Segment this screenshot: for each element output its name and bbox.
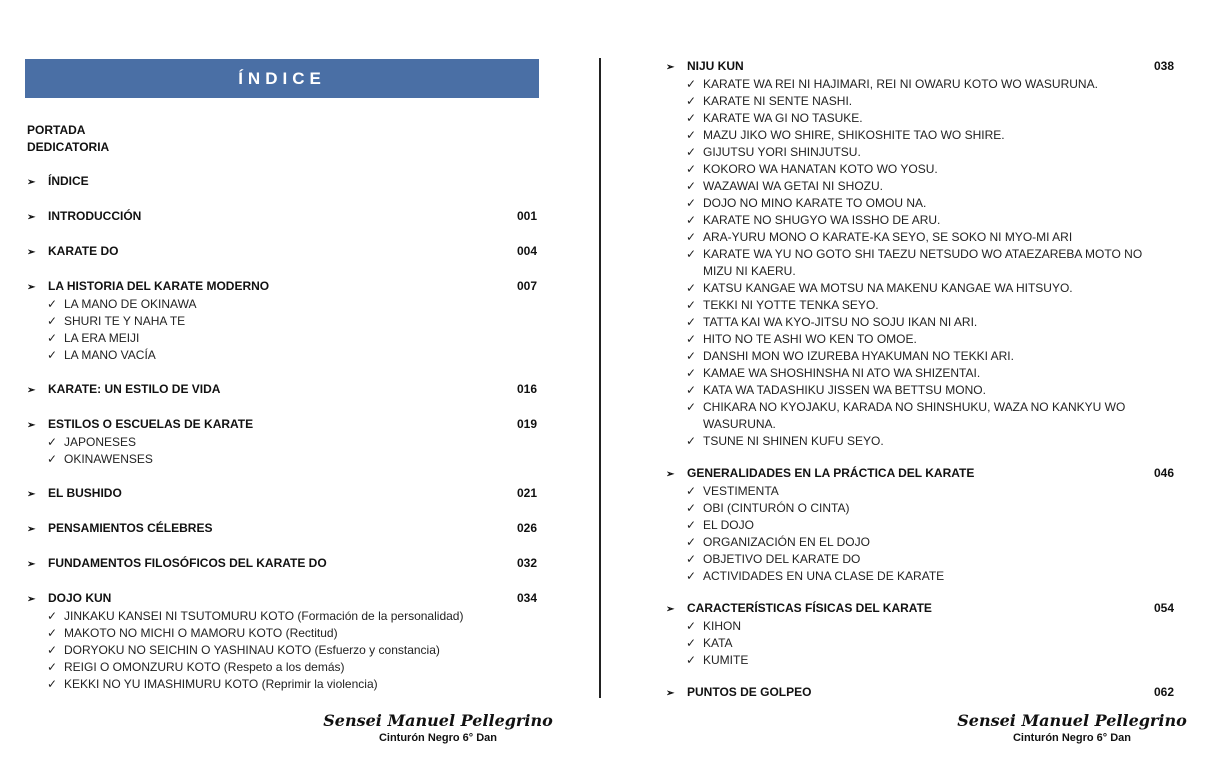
toc-subitem-text: KATA (703, 636, 733, 650)
toc-subitem-text: LA MANO DE OKINAWA (64, 297, 197, 311)
toc-entry-heading (27, 208, 537, 226)
checkmark-icon: ✓ (686, 162, 697, 176)
signature-rank: Cinturón Negro 6° Dan (1012, 732, 1132, 744)
toc-subitem-text: KARATE NO SHUGYO WA ISSHO DE ARU. (703, 213, 941, 227)
toc-subitem (686, 331, 1174, 348)
toc-subitem-list (666, 76, 1174, 450)
index-title: ÍNDICE (238, 68, 326, 88)
toc-subitem-text: MAZU JIKO WO SHIRE, SHIKOSHITE TAO WO SHIRE. (703, 128, 1005, 142)
toc-subitem (686, 483, 1174, 500)
toc-entry-heading (27, 590, 537, 608)
toc-entry-page: 062 (1153, 685, 1174, 699)
arrowhead-bullet-icon: ➢ (27, 385, 36, 396)
toc-subitem (686, 297, 1174, 314)
toc-entry-heading (27, 278, 537, 296)
arrowhead-bullet-icon: ➢ (27, 594, 36, 605)
toc-entry-title: EL BUSHIDO (48, 486, 122, 500)
arrowhead-bullet-icon: ➢ (27, 420, 36, 431)
toc-subitem (686, 161, 1174, 178)
toc-entry-title: KARATE DO (48, 244, 119, 258)
front-matter-list (27, 122, 537, 156)
checkmark-icon: ✓ (686, 434, 697, 448)
checkmark-icon: ✓ (686, 552, 697, 566)
index-banner (25, 59, 539, 98)
toc-subitem (686, 652, 1174, 669)
toc-entry-page: 038 (1153, 59, 1174, 73)
arrowhead-bullet-icon: ➢ (666, 62, 675, 73)
toc-entry (27, 590, 537, 693)
toc-subitem-text: TSUNE NI SHINEN KUFU SEYO. (703, 434, 884, 448)
toc-subitem-list (27, 296, 537, 364)
checkmark-icon: ✓ (686, 94, 697, 108)
checkmark-icon: ✓ (686, 636, 697, 650)
toc-subitem-text: MAKOTO NO MICHI O MAMORU KOTO (Rectitud) (64, 626, 338, 640)
toc-entry-title: DOJO KUN (48, 591, 112, 605)
left-column (27, 122, 537, 710)
checkmark-icon: ✓ (686, 196, 697, 210)
toc-subitem-text: KATA WA TADASHIKU JISSEN WA BETTSU MONO. (703, 383, 986, 397)
toc-subitem-text: DANSHI MON WO IZUREBA HYAKUMAN NO TEKKI ARI. (703, 349, 1014, 363)
toc-entry-heading (666, 684, 1174, 702)
toc-subitem-text: TEKKI NI YOTTE TENKA SEYO. (703, 298, 879, 312)
toc-entry-page: 001 (516, 209, 537, 223)
toc-subitem-text: ORGANIZACIÓN EN EL DOJO (703, 535, 870, 549)
signature-rank: Cinturón Negro 6° Dan (378, 732, 498, 744)
checkmark-icon: ✓ (686, 111, 697, 125)
checkmark-icon: ✓ (47, 609, 58, 623)
toc-subitem (47, 313, 537, 330)
toc-subitem-text: EL DOJO (703, 518, 754, 532)
toc-entry-page: 026 (516, 521, 537, 535)
column-divider (599, 58, 601, 698)
toc-subitem-text: WAZAWAI WA GETAI NI SHOZU. (703, 179, 883, 193)
checkmark-icon: ✓ (686, 518, 697, 532)
checkmark-icon: ✓ (686, 400, 697, 414)
checkmark-icon: ✓ (47, 660, 58, 674)
toc-entry (666, 465, 1174, 585)
toc-subitem (47, 625, 537, 642)
toc-subitem-text: LA ERA MEIJI (64, 331, 140, 345)
toc-subitem (686, 127, 1174, 144)
checkmark-icon: ✓ (686, 281, 697, 295)
toc-subitem-text: JINKAKU KANSEI NI TSUTOMURU KOTO (Formación de la personalidad) (64, 609, 464, 623)
toc-subitem-list (666, 618, 1174, 669)
toc-subitem-text: REIGI O OMONZURU KOTO (Respeto a los demás) (64, 660, 345, 674)
toc-subitem (686, 246, 1174, 280)
toc-subitem-text: OBI (CINTURÓN O CINTA) (703, 501, 850, 515)
signature-right (952, 711, 1192, 745)
arrowhead-bullet-icon: ➢ (666, 604, 675, 615)
toc-subitem-text: KUMITE (703, 653, 749, 667)
toc-subitem (686, 500, 1174, 517)
toc-entry-page: 007 (516, 279, 537, 293)
toc-entry-title: PENSAMIENTOS CÉLEBRES (48, 521, 213, 535)
toc-entry-page: 046 (1153, 466, 1174, 480)
toc-entry-page: 034 (516, 591, 537, 605)
toc-subitem-list (666, 483, 1174, 585)
toc-entry-title: GENERALIDADES EN LA PRÁCTICA DEL KARATE (687, 466, 975, 480)
checkmark-icon: ✓ (686, 213, 697, 227)
toc-subitem-text: JAPONESES (64, 435, 137, 449)
arrowhead-bullet-icon: ➢ (27, 524, 36, 535)
signature-left (318, 711, 558, 745)
toc-subitem (686, 433, 1174, 450)
toc-subitem-text: KARATE WA GI NO TASUKE. (703, 111, 863, 125)
toc-entry (27, 381, 537, 399)
arrowhead-bullet-icon: ➢ (27, 177, 36, 188)
toc-subitem (47, 347, 537, 364)
right-column (666, 58, 1174, 717)
toc-subitem-text: HITO NO TE ASHI WO KEN TO OMOE. (703, 332, 917, 346)
toc-entry-title: ESTILOS O ESCUELAS DE KARATE (48, 417, 254, 431)
checkmark-icon: ✓ (686, 653, 697, 667)
toc-subitem (686, 534, 1174, 551)
toc-entry-page: 054 (1153, 601, 1174, 615)
toc-entry-title: CARACTERÍSTICAS FÍSICAS DEL KARATE (687, 601, 932, 615)
checkmark-icon: ✓ (47, 348, 58, 362)
checkmark-icon: ✓ (686, 145, 697, 159)
checkmark-icon: ✓ (686, 501, 697, 515)
toc-subitem-text: DORYOKU NO SEICHIN O YASHINAU KOTO (Esfuerzo y constancia) (64, 643, 440, 657)
toc-subitem (686, 517, 1174, 534)
toc-subitem (686, 365, 1174, 382)
toc-subitem (686, 399, 1174, 433)
toc-entry-heading (27, 243, 537, 261)
toc-subitem-text: ACTIVIDADES EN UNA CLASE DE KARATE (703, 569, 945, 583)
toc-subitem-text: KIHON (703, 619, 742, 633)
toc-entry-heading (27, 381, 537, 399)
toc-subitem-text: SHURI TE Y NAHA TE (64, 314, 186, 328)
checkmark-icon: ✓ (47, 626, 58, 640)
toc-entry-page: 032 (516, 556, 537, 570)
toc-entry-heading (27, 485, 537, 503)
toc-subitem-text: VESTIMENTA (703, 484, 779, 498)
toc-entry-title: ÍNDICE (48, 174, 89, 188)
checkmark-icon: ✓ (686, 315, 697, 329)
toc-subitem (686, 280, 1174, 297)
toc-entry-title: KARATE: UN ESTILO DE VIDA (48, 382, 221, 396)
arrowhead-bullet-icon: ➢ (27, 282, 36, 293)
toc-subitem-text: TATTA KAI WA KYO-JITSU NO SOJU IKAN NI ARI. (703, 315, 978, 329)
toc-subitem (686, 551, 1174, 568)
toc-entry-title: NIJU KUN (687, 59, 744, 73)
toc-subitem (47, 296, 537, 313)
toc-entry (666, 684, 1174, 702)
toc-subitem-text: OBJETIVO DEL KARATE DO (703, 552, 861, 566)
checkmark-icon: ✓ (47, 314, 58, 328)
toc-entry-title: INTRODUCCIÓN (48, 209, 142, 223)
arrowhead-bullet-icon: ➢ (27, 212, 36, 223)
toc-subitem (686, 348, 1174, 365)
checkmark-icon: ✓ (686, 298, 697, 312)
toc-entry-heading (27, 173, 537, 191)
toc-subitem-text: KEKKI NO YU IMASHIMURU KOTO (Reprimir la violencia) (64, 677, 378, 691)
toc-subitem-text: DOJO NO MINO KARATE TO OMOU NA. (703, 196, 927, 210)
toc-subitem (686, 144, 1174, 161)
checkmark-icon: ✓ (686, 77, 697, 91)
toc-subitem (686, 195, 1174, 212)
toc-entry (27, 555, 537, 573)
toc-entry-heading (666, 58, 1174, 76)
toc-subitem (47, 676, 537, 693)
toc-entry (666, 600, 1174, 669)
checkmark-icon: ✓ (686, 383, 697, 397)
toc-subitem (47, 642, 537, 659)
checkmark-icon: ✓ (686, 484, 697, 498)
toc-entry (27, 243, 537, 261)
toc-entry-heading (666, 600, 1174, 618)
toc-subitem (686, 93, 1174, 110)
toc-entry-page: 004 (516, 244, 537, 258)
checkmark-icon: ✓ (686, 535, 697, 549)
signature-name: Sensei Manuel Pellegrino (957, 711, 1187, 730)
checkmark-icon: ✓ (686, 569, 697, 583)
toc-entry-heading (27, 555, 537, 573)
toc-entry (27, 173, 537, 191)
toc-entry (27, 278, 537, 364)
arrowhead-bullet-icon: ➢ (27, 489, 36, 500)
checkmark-icon: ✓ (686, 230, 697, 244)
arrowhead-bullet-icon: ➢ (666, 469, 675, 480)
checkmark-icon: ✓ (47, 297, 58, 311)
toc-subitem (686, 382, 1174, 399)
toc-subitem-text: KOKORO WA HANATAN KOTO WO YOSU. (703, 162, 938, 176)
checkmark-icon: ✓ (47, 331, 58, 345)
checkmark-icon: ✓ (686, 366, 697, 380)
toc-subitem (47, 451, 537, 468)
toc-subitem-list (27, 608, 537, 693)
toc-subitem (686, 76, 1174, 93)
checkmark-icon: ✓ (47, 452, 58, 466)
checkmark-icon: ✓ (686, 128, 697, 142)
toc-subitem-text: GIJUTSU YORI SHINJUTSU. (703, 145, 861, 159)
checkmark-icon: ✓ (47, 435, 58, 449)
front-matter-item: PORTADA (27, 123, 86, 137)
toc-subitem (686, 229, 1174, 246)
toc-entry (27, 485, 537, 503)
toc-entry-title: PUNTOS DE GOLPEO (687, 685, 812, 699)
toc-entry (27, 416, 537, 468)
toc-subitem-text: ARA-YURU MONO O KARATE-KA SEYO, SE SOKO NI MYO-MI ARI (703, 230, 1073, 244)
toc-subitem-text: KAMAE WA SHOSHINSHA NI ATO WA SHIZENTAI. (703, 366, 981, 380)
toc-subitem-text: LA MANO VACÍA (64, 348, 156, 362)
toc-subitem (686, 568, 1174, 585)
toc-subitem (686, 178, 1174, 195)
checkmark-icon: ✓ (47, 677, 58, 691)
arrowhead-bullet-icon: ➢ (666, 688, 675, 699)
toc-entry (27, 520, 537, 538)
toc-subitem (47, 608, 537, 625)
toc-entry (27, 208, 537, 226)
toc-subitem-text: OKINAWENSES (64, 452, 153, 466)
toc-subitem (686, 635, 1174, 652)
toc-entry-heading (27, 416, 537, 434)
checkmark-icon: ✓ (686, 179, 697, 193)
toc-subitem-text: CHIKARA NO KYOJAKU, KARADA NO SHINSHUKU, WAZA NO KANKYU WO WASURUNA. (703, 400, 1126, 431)
checkmark-icon: ✓ (686, 619, 697, 633)
toc-entry-title: LA HISTORIA DEL KARATE MODERNO (48, 279, 270, 293)
checkmark-icon: ✓ (686, 349, 697, 363)
toc-subitem (686, 110, 1174, 127)
toc-subitem (47, 330, 537, 347)
toc-subitem (47, 434, 537, 451)
signature-name: Sensei Manuel Pellegrino (323, 711, 553, 730)
toc-subitem (686, 618, 1174, 635)
toc-subitem-list (27, 434, 537, 468)
arrowhead-bullet-icon: ➢ (27, 559, 36, 570)
toc-subitem-text: KARATE NI SENTE NASHI. (703, 94, 853, 108)
front-matter-item: DEDICATORIA (27, 140, 110, 154)
toc-subitem-text: KARATE WA REI NI HAJIMARI, REI NI OWARU KOTO WO WASURUNA. (703, 77, 1098, 91)
arrowhead-bullet-icon: ➢ (27, 247, 36, 258)
toc-entry-page: 021 (516, 486, 537, 500)
toc-entry-heading (27, 520, 537, 538)
toc-entry (666, 58, 1174, 450)
toc-entry-heading (666, 465, 1174, 483)
toc-subitem-text: KATSU KANGAE WA MOTSU NA MAKENU KANGAE WA HITSUYO. (703, 281, 1073, 295)
toc-entry-page: 016 (516, 382, 537, 396)
toc-subitem-text: KARATE WA YU NO GOTO SHI TAEZU NETSUDO WO ATAEZAREBA MOTO NO MIZU NI KAERU. (703, 247, 1143, 278)
checkmark-icon: ✓ (686, 332, 697, 346)
toc-subitem (686, 212, 1174, 229)
toc-subitem (47, 659, 537, 676)
checkmark-icon: ✓ (686, 247, 697, 261)
toc-subitem (686, 314, 1174, 331)
toc-entry-title: FUNDAMENTOS FILOSÓFICOS DEL KARATE DO (48, 556, 327, 570)
checkmark-icon: ✓ (47, 643, 58, 657)
toc-entry-page: 019 (516, 417, 537, 431)
